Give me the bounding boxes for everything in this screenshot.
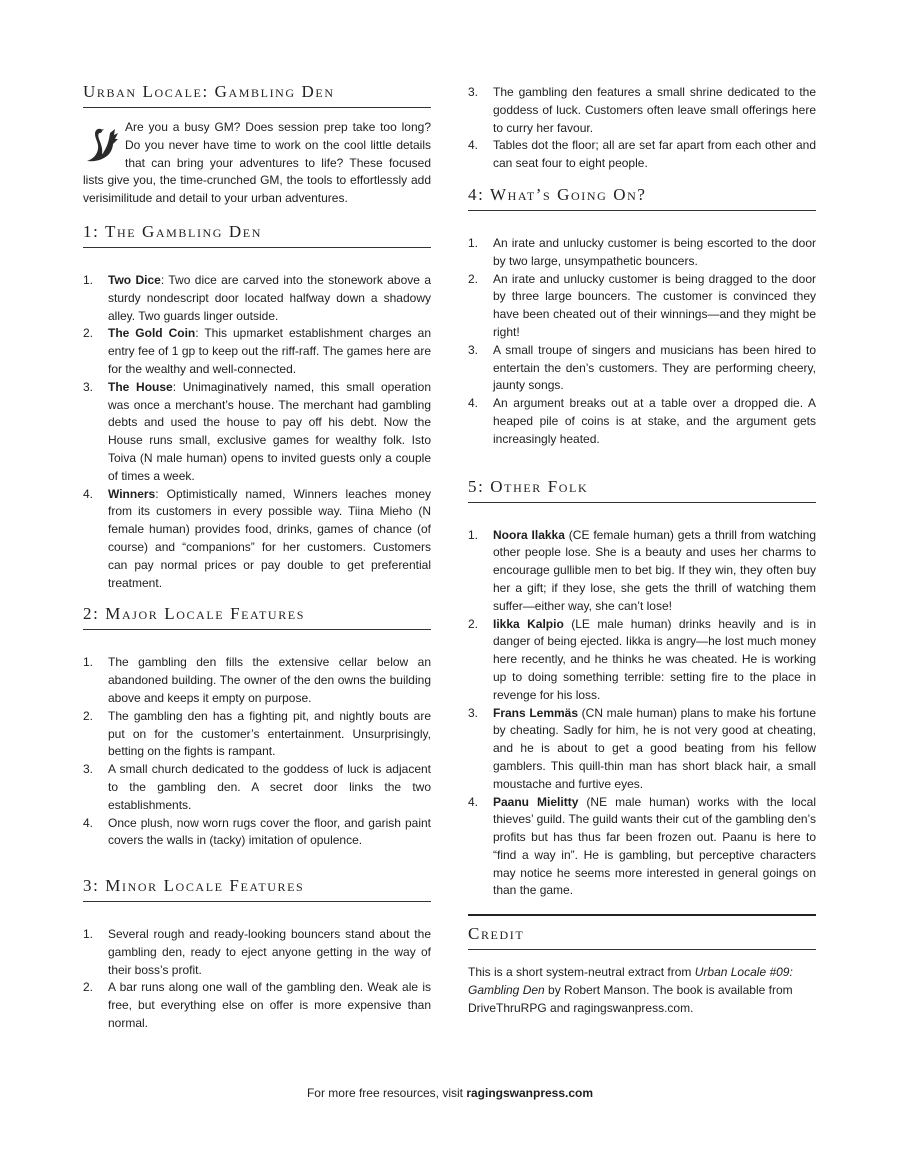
item-number: 4. — [468, 794, 479, 809]
item-number: 3. — [468, 342, 479, 357]
item-number: 1. — [83, 272, 94, 287]
list-item — [468, 271, 816, 342]
list-item — [83, 761, 431, 814]
item-number: 3. — [468, 705, 479, 720]
credit-book-title: Urban Locale #09: Gambling Den — [468, 965, 793, 998]
item-text: A small church dedicated to the goddess of luck is adjacent to the gambling den. A secret door links the two establishments. — [108, 762, 431, 812]
left-column — [83, 82, 431, 1033]
item-text: (CN male human) plans to make his fortune by cheating. Sadly for him, he is not very good at cheating, and he is about to get a good beating from his fellow gamblers. This quill-thin man has short black hair, a small moustache and furtive eyes. — [493, 705, 817, 791]
credit-text — [468, 964, 816, 1017]
item-number: 4. — [468, 396, 479, 411]
list-item — [468, 395, 816, 448]
item-number: 1. — [468, 235, 479, 250]
whats-going-on-list — [468, 235, 816, 449]
item-text: Once plush, now worn rugs cover the floor, and garish paint covers the walls in (tacky) imitation of opulence. — [108, 815, 431, 848]
list-item — [468, 235, 816, 271]
item-name: Frans Lemmäs — [493, 705, 579, 720]
list-item — [468, 84, 816, 137]
item-name: Winners — [108, 486, 156, 501]
item-text: (NE male human) works with the local thieves’ guild. The guild wants their cut of the gambling den’s profits but has thus far been frozen out. Paanu is here to “find a way in”. He is gambling, but perceptive characters may notice he seems more interested in general goings on than the game. — [493, 794, 816, 898]
item-text: The gambling den features a small shrine dedicated to the goddess of luck. Customers often leave small offerings here to curry her favour. — [493, 85, 816, 135]
raging-swan-logo-icon — [83, 125, 119, 165]
list-item — [83, 708, 431, 761]
intro-text: Are you a busy GM? Does session prep take too long? Do you never have time to work on the cool little details that can bring your adventures to life? These focused lists give you, the time-crunched GM, the tools to effortlessly add verisimilitude and detail to your urban adventures. — [83, 120, 431, 206]
item-text: The gambling den has a fighting pit, and nightly bouts are put on for the customer’s entertainment. Unsurprisingly, betting on the fights is rampant. — [108, 708, 431, 759]
item-number: 4. — [83, 815, 94, 830]
item-text: (LE male human) drinks heavily and is in danger of being ejected. Iikka is angry—he lost much money here recently, and he thinks he was cheated. He is working up to doing something terrible: setting fire to the place in revenge for his loss. — [493, 616, 816, 702]
list-item — [468, 616, 816, 705]
item-text: : This upmarket establishment charges an entry fee of 1 gp to keep out the riff-raff. The games here are for the wealthy and well-connected. — [108, 326, 431, 376]
item-name: Two Dice — [108, 272, 161, 287]
item-number: 3. — [83, 379, 94, 394]
item-number: 4. — [83, 486, 94, 501]
item-text: : Unimaginatively named, this small operation was once a merchant’s house. The merchant had gambling debts and used the house to pay off his debt. Now the House runs small, exclusive games for wealthy folk. Isto Toiva (N male human) opens to invited guests only a couple of times a week. — [108, 379, 432, 483]
list-item — [83, 815, 431, 851]
list-item — [468, 137, 816, 173]
intro-paragraph — [83, 119, 431, 208]
section-title-urban-locale: Urban Locale: Gambling Den — [83, 82, 431, 108]
footer-text: For more free resources, visit — [306, 1086, 467, 1100]
item-text: : Two dice are carved into the stonework above a sturdy nondescript door located halfway down a shadowy alley. Two guards linger outside. — [108, 272, 431, 323]
section-title-other-folk: 5: Other Folk — [468, 477, 816, 503]
item-number: 2. — [83, 708, 94, 723]
item-text: Tables dot the floor; all are set far apart from each other and can seat four to eight people. — [493, 138, 816, 171]
list-item — [468, 342, 816, 395]
list-item — [83, 379, 431, 486]
item-text: An irate and unlucky customer is being escorted to the door by two large, unsympathetic bouncers. — [493, 235, 816, 268]
list-item — [468, 794, 816, 901]
section-title-credit: Credit — [468, 924, 816, 950]
item-number: 2. — [83, 980, 94, 995]
item-name: Paanu Mielitty — [493, 794, 579, 809]
item-number: 3. — [83, 762, 94, 777]
list-item — [83, 926, 431, 979]
item-number: 1. — [83, 655, 94, 670]
item-name: Iikka Kalpio — [493, 616, 564, 631]
item-number: 2. — [468, 616, 479, 631]
section-title-gambling-den: 1: The Gambling Den — [83, 222, 431, 248]
footer-link[interactable]: ragingswanpress.com — [466, 1086, 594, 1100]
credit-post: by Robert Manson. The book is available from DriveThruRPG and ragingswanpress.com. — [468, 983, 793, 1015]
other-folk-list — [468, 527, 816, 901]
list-item — [83, 654, 431, 707]
list-item — [83, 325, 431, 378]
list-item — [468, 705, 816, 794]
section-title-whats-going-on: 4: What’s Going On? — [468, 185, 816, 211]
item-number: 1. — [468, 527, 479, 542]
item-number: 2. — [83, 326, 94, 341]
item-text: An irate and unlucky customer is being dragged to the door by three large bouncers. The customer is convinced they have been cheated out of their winnings—and they might be right! — [493, 271, 816, 339]
item-text: (CE female human) gets a thrill from watching other people lose. She is a beauty and uses her charms to encourage gullible men to bet big. If they win, they often buy her a gift; if they lose, she gets the thrill of watching them suffer—either way, she can’t lose! — [493, 527, 817, 613]
major-features-list — [83, 654, 431, 850]
item-name: Noora Ilakka — [493, 527, 565, 542]
item-text: The gambling den fills the extensive cellar below an abandoned building. The owner of the den owns the building above and keeps it empty on purpose. — [108, 655, 431, 705]
item-number: 4. — [468, 138, 479, 153]
credit-divider — [468, 914, 816, 916]
credit-pre: This is a short system-neutral extract from — [468, 965, 695, 980]
item-name: The House — [108, 379, 173, 394]
list-item — [83, 486, 431, 593]
item-text: An argument breaks out at a table over a dropped die. A heaped pile of coins is at stake, and the argument gets increasingly heated. — [493, 396, 816, 446]
right-column — [468, 84, 816, 1018]
minor-features-list-part1 — [83, 926, 431, 1033]
item-number: 3. — [468, 85, 479, 99]
item-number: 1. — [83, 927, 94, 942]
gambling-den-list — [83, 272, 431, 592]
item-text: : Optimistically named, Winners leaches money from its customers in every possible way. Tiina Mieho (N female human) provides food, drinks, games of chance (of course) and “companions” for her customers. Customers can pay normal prices or pay double to get preferential treatment. — [108, 486, 431, 590]
item-number: 2. — [468, 271, 479, 286]
minor-features-list-part2 — [468, 84, 816, 173]
section-title-minor-features: 3: Minor Locale Features — [83, 876, 431, 902]
item-text: Several rough and ready-looking bouncers stand about the gambling den, ready to eject anyone getting in the way of their boss’s profit. — [108, 927, 431, 977]
section-title-major-features: 2: Major Locale Features — [83, 604, 431, 630]
item-text: A bar runs along one wall of the gambling den. Weak ale is free, but everything else on offer is more expensive than normal. — [108, 980, 431, 1031]
list-item — [83, 272, 431, 325]
item-name: The Gold Coin — [108, 326, 196, 341]
list-item — [468, 527, 816, 616]
list-item — [83, 979, 431, 1032]
item-text: A small troupe of singers and musicians has been hired to entertain the den’s customers. They are performing cheery, jaunty songs. — [493, 342, 816, 393]
page-footer — [0, 1086, 900, 1100]
